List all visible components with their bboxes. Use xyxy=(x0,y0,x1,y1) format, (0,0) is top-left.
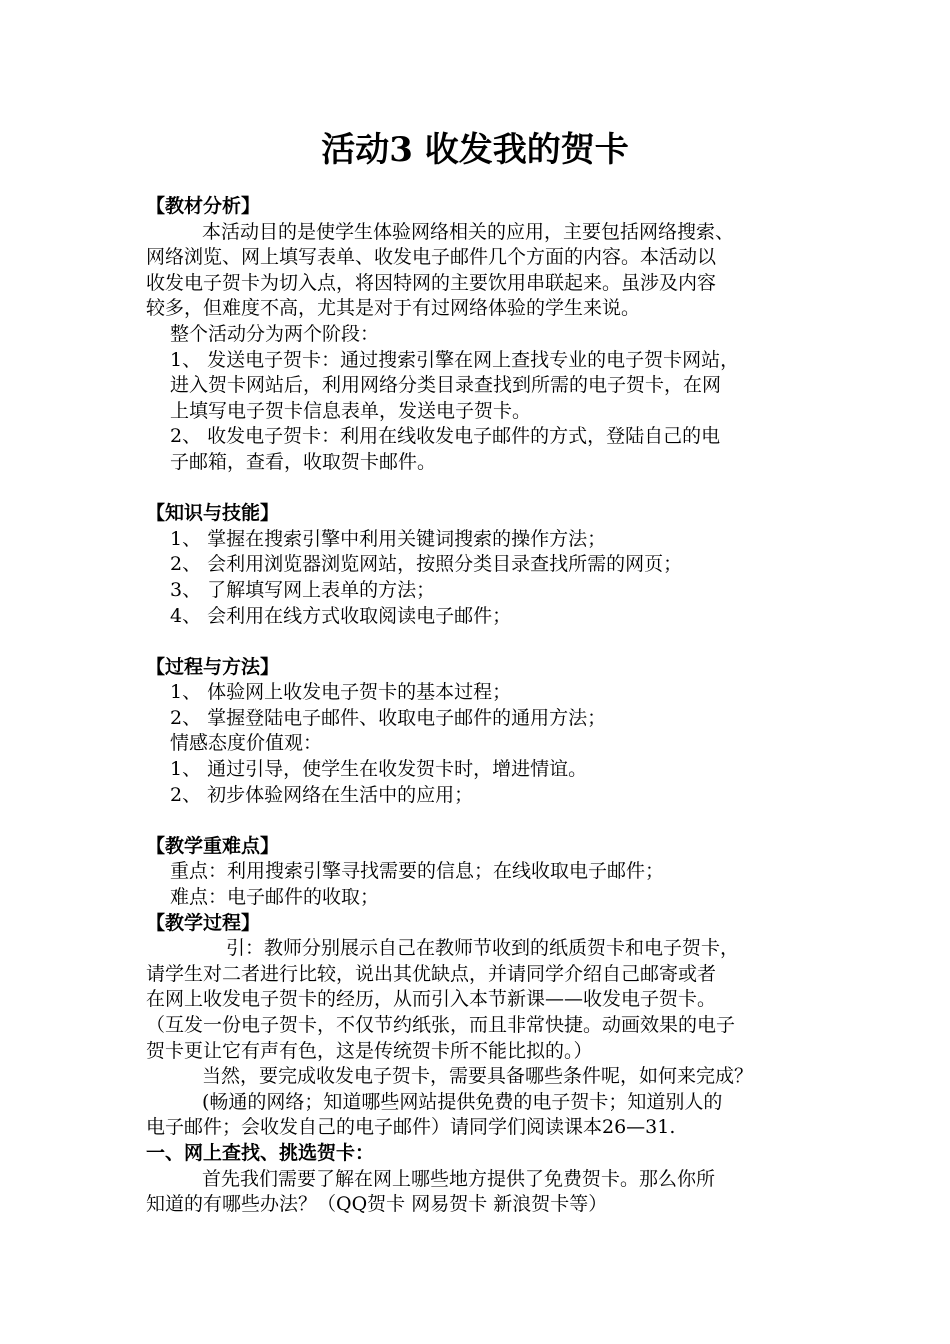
list-item: 1、 掌握在搜索引擎中利用关键词搜索的操作方法； xyxy=(170,527,607,550)
paragraph-line: (畅通的网络；知道哪些网站提供免费的电子贺卡；知道别人的 xyxy=(202,1090,723,1113)
difficult-point: 难点：电子邮件的收取； xyxy=(170,886,380,909)
document-body xyxy=(146,194,826,1218)
list-item: 2、 初步体验网络在生活中的应用； xyxy=(170,783,474,806)
list-item: 2、 收发电子贺卡：利用在线收发电子邮件的方式，登陆自己的电 xyxy=(170,425,721,448)
list-item: 1、 体验网上收发电子贺卡的基本过程； xyxy=(170,681,512,704)
paragraph-line: 电子邮件；会收发自己的电子邮件）请同学们阅读课本26—31. xyxy=(146,1116,676,1139)
key-point: 重点：利用搜索引擎寻找需要的信息；在线收取电子邮件； xyxy=(170,860,665,883)
paragraph-line: 知道的有哪些办法？（QQ贺卡 网易贺卡 新浪贺卡等） xyxy=(146,1193,608,1216)
section-heading-process: 【过程与方法】 xyxy=(146,655,280,678)
list-item: 1、 发送电子贺卡：通过搜索引擎在网上查找专业的电子贺卡网站， xyxy=(170,348,740,371)
page-title: 活动3 收发我的贺卡 xyxy=(321,130,629,170)
paragraph-line: 网络浏览、网上填写表单、收发电子邮件几个方面的内容。本活动以 xyxy=(146,246,717,269)
list-item: 1、 通过引导，使学生在收发贺卡时，增进情谊。 xyxy=(170,758,588,781)
list-item: 子邮箱，查看，收取贺卡邮件。 xyxy=(170,450,437,473)
paragraph-line: 本活动目的是使学生体验网络相关的应用，主要包括网络搜索、 xyxy=(202,220,735,243)
sub-heading-attitude: 情感态度价值观： xyxy=(170,732,323,755)
section-heading-teaching: 【教学过程】 xyxy=(146,911,261,934)
list-item: 3、 了解填写网上表单的方法； xyxy=(170,578,436,601)
section-heading-analysis: 【教材分析】 xyxy=(146,195,261,217)
paragraph-line: 请学生对二者进行比较，说出其优缺点，并请同学介绍自己邮寄或者 xyxy=(146,962,717,985)
section-heading-focus: 【教学重难点】 xyxy=(146,834,280,857)
paragraph-line: 引：教师分别展示自己在教师节收到的纸质贺卡和电子贺卡， xyxy=(226,937,740,960)
list-item: 上填写电子贺卡信息表单，发送电子贺卡。 xyxy=(170,399,532,422)
section-heading-knowledge: 【知识与技能】 xyxy=(146,502,280,525)
list-item: 4、 会利用在线方式收取阅读电子邮件； xyxy=(170,604,512,627)
list-item: 2、 掌握登陆电子邮件、收取电子邮件的通用方法； xyxy=(170,706,607,729)
paragraph-line: （互发一份电子贺卡，不仅节约纸张，而且非常快捷。动画效果的电子 xyxy=(146,1014,736,1036)
paragraph-line: 在网上收发电子贺卡的经历，从而引入本节新课——收发电子贺卡。 xyxy=(146,988,717,1011)
list-item: 进入贺卡网站后，利用网络分类目录查找到所需的电子贺卡，在网 xyxy=(170,374,722,397)
paragraph-line: 首先我们需要了解在网上哪些地方提供了免费贺卡。那么你所 xyxy=(202,1167,716,1190)
step-heading: 一、网上查找、挑选贺卡： xyxy=(146,1141,375,1164)
paragraph-line: 当然，要完成收发电子贺卡，需要具备哪些条件呢，如何来完成？ xyxy=(202,1065,754,1088)
paragraph-line: 较多，但难度不高，尤其是对于有过网络体验的学生来说。 xyxy=(146,297,641,320)
paragraph-line: 收发电子贺卡为切入点，将因特网的主要饮用串联起来。虽涉及内容 xyxy=(146,271,717,294)
paragraph-line: 贺卡更让它有声有色，这是传统贺卡所不能比拟的。） xyxy=(146,1039,593,1062)
paragraph-line: 整个活动分为两个阶段： xyxy=(170,322,380,345)
list-item: 2、 会利用浏览器浏览网站，按照分类目录查找所需的网页； xyxy=(170,553,683,576)
